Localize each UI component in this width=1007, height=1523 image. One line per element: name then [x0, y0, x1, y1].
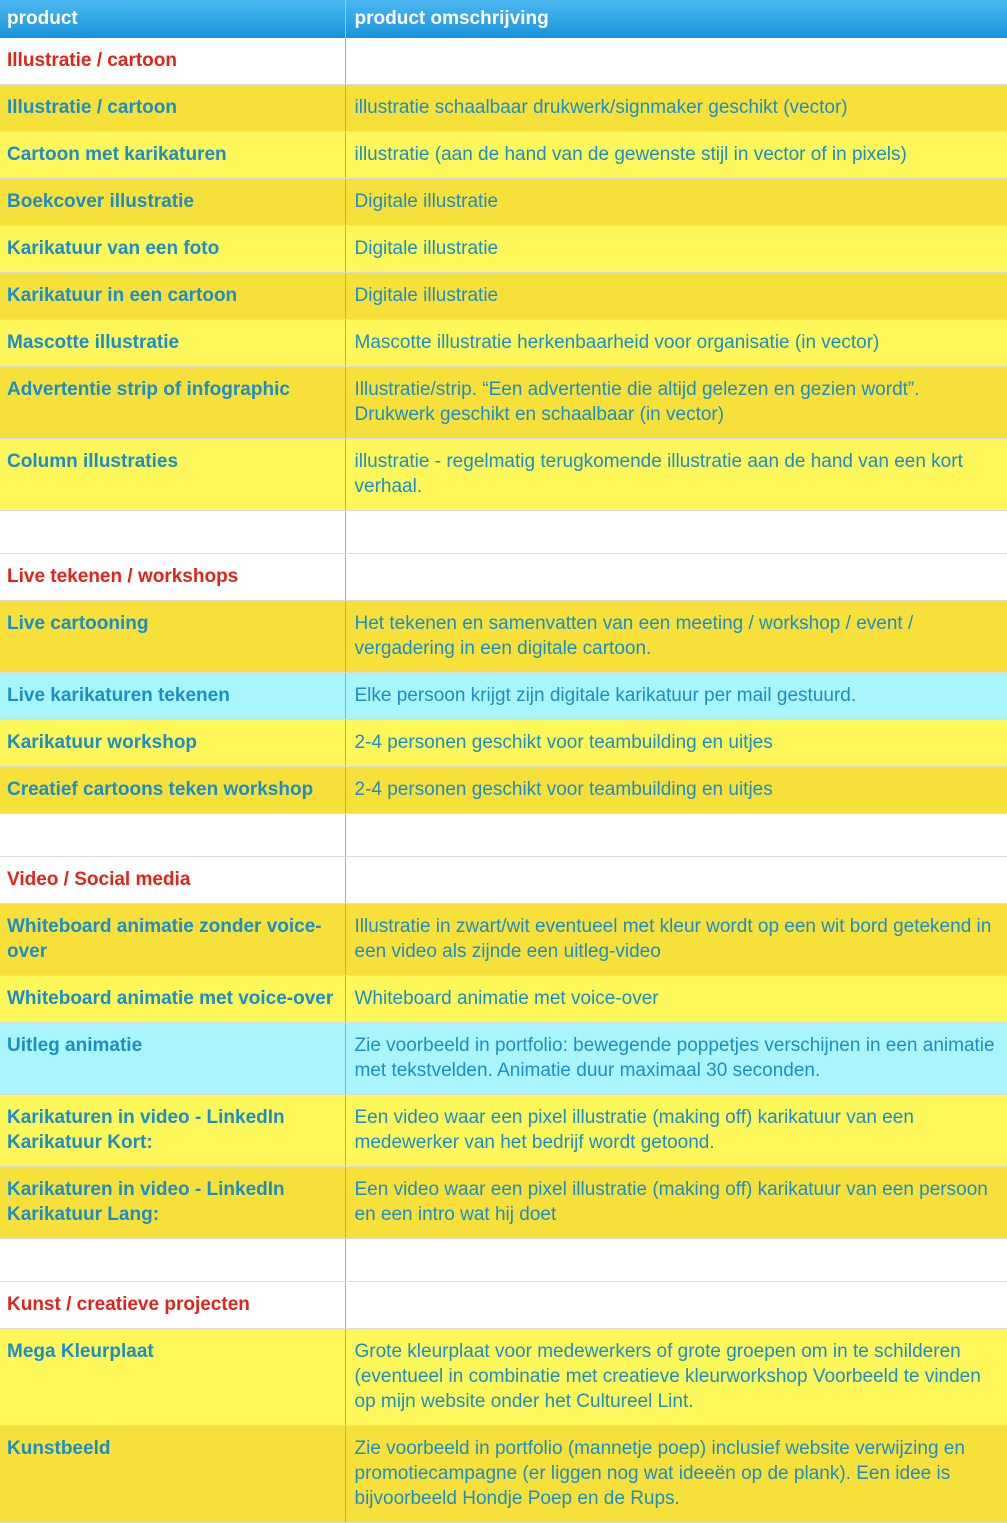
- product-cell: Kunstbeeld: [0, 1426, 345, 1523]
- table-row: [0, 1426, 1007, 1523]
- table-row: [0, 904, 1007, 976]
- table-row: [0, 976, 1007, 1023]
- product-cell: Uitleg animatie: [0, 1023, 345, 1095]
- description-cell: [345, 814, 1007, 857]
- product-cell: Column illustraties: [0, 439, 345, 511]
- table-row: [0, 601, 1007, 673]
- description-cell: Mascotte illustratie herkenbaarheid voor organisatie (in vector): [345, 320, 1007, 367]
- table-row: [0, 273, 1007, 320]
- table-row: [0, 720, 1007, 767]
- product-cell: Creatief cartoons teken workshop: [0, 767, 345, 814]
- description-cell: Illustratie in zwart/wit eventueel met kleur wordt op een wit bord getekend in een video als zijnde een uitleg-video: [345, 904, 1007, 976]
- header-description: product omschrijving: [345, 0, 1007, 38]
- table-row: [0, 1095, 1007, 1167]
- product-cell: [0, 511, 345, 554]
- description-cell: 2-4 personen geschikt voor teambuilding en uitjes: [345, 720, 1007, 767]
- product-cell: Mega Kleurplaat: [0, 1329, 345, 1426]
- description-cell: Zie voorbeeld in portfolio (mannetje poep) inclusief website verwijzing en promotiecampagne (er liggen nog wat ideeën op de plank). Een idee is bijvoorbeeld Hondje Poep en de Rups.: [345, 1426, 1007, 1523]
- description-cell: Het tekenen en samenvatten van een meeting / workshop / event / vergadering in een digitale cartoon.: [345, 601, 1007, 673]
- description-cell: [345, 857, 1007, 904]
- description-cell: Illustratie/strip. “Een advertentie die altijd gelezen en gezien wordt”. Drukwerk geschikt en schaalbaar (in vector): [345, 367, 1007, 439]
- section-title: Kunst / creatieve projecten: [0, 1282, 345, 1329]
- section-row: [0, 1282, 1007, 1329]
- table-row: [0, 320, 1007, 367]
- product-cell: Illustratie / cartoon: [0, 85, 345, 132]
- product-cell: Cartoon met karikaturen: [0, 132, 345, 179]
- section-row: [0, 857, 1007, 904]
- table-row: [0, 367, 1007, 439]
- description-cell: Grote kleurplaat voor medewerkers of grote groepen om in te schilderen (eventueel in combinatie met creatieve kleurworkshop Voorbeeld te vinden op mijn website onder het Cultureel Lint.: [345, 1329, 1007, 1426]
- table-row: [0, 439, 1007, 511]
- description-cell: Digitale illustratie: [345, 226, 1007, 273]
- product-cell: Karikatuur van een foto: [0, 226, 345, 273]
- product-cell: Boekcover illustratie: [0, 179, 345, 226]
- section-title: Live tekenen / workshops: [0, 554, 345, 601]
- product-cell: Karikaturen in video - LinkedIn Karikatuur Kort:: [0, 1095, 345, 1167]
- product-cell: Whiteboard animatie met voice-over: [0, 976, 345, 1023]
- description-cell: [345, 1239, 1007, 1282]
- table-row: [0, 1329, 1007, 1426]
- table-row: [0, 85, 1007, 132]
- description-cell: [345, 38, 1007, 85]
- header-row: [0, 0, 1007, 38]
- product-cell: Live karikaturen tekenen: [0, 673, 345, 720]
- product-cell: Live cartooning: [0, 601, 345, 673]
- table-row: [0, 179, 1007, 226]
- description-cell: Digitale illustratie: [345, 273, 1007, 320]
- table-row: [0, 1023, 1007, 1095]
- description-cell: Elke persoon krijgt zijn digitale karikatuur per mail gestuurd.: [345, 673, 1007, 720]
- product-cell: Mascotte illustratie: [0, 320, 345, 367]
- spacer-row: [0, 1239, 1007, 1282]
- description-cell: [345, 1282, 1007, 1329]
- description-cell: 2-4 personen geschikt voor teambuilding en uitjes: [345, 767, 1007, 814]
- table-row: [0, 132, 1007, 179]
- description-cell: Digitale illustratie: [345, 179, 1007, 226]
- table-row: [0, 673, 1007, 720]
- product-cell: Advertentie strip of infographic: [0, 367, 345, 439]
- section-title: Video / Social media: [0, 857, 345, 904]
- description-cell: [345, 554, 1007, 601]
- description-cell: Een video waar een pixel illustratie (making off) karikatuur van een persoon en een intro wat hij doet: [345, 1167, 1007, 1239]
- product-cell: Karikatuur workshop: [0, 720, 345, 767]
- description-cell: illustratie (aan de hand van de gewenste stijl in vector of in pixels): [345, 132, 1007, 179]
- product-cell: Karikaturen in video - LinkedIn Karikatuur Lang:: [0, 1167, 345, 1239]
- section-title: Illustratie / cartoon: [0, 38, 345, 85]
- table-row: [0, 767, 1007, 814]
- product-cell: [0, 1239, 345, 1282]
- description-cell: Een video waar een pixel illustratie (making off) karikatuur van een medewerker van het bedrijf wordt getoond.: [345, 1095, 1007, 1167]
- table-row: [0, 1167, 1007, 1239]
- header-product: product: [0, 0, 345, 38]
- table-row: [0, 226, 1007, 273]
- description-cell: illustratie - regelmatig terugkomende illustratie aan de hand van een kort verhaal.: [345, 439, 1007, 511]
- section-row: [0, 554, 1007, 601]
- table-body: [0, 38, 1007, 1523]
- description-cell: illustratie schaalbaar drukwerk/signmaker geschikt (vector): [345, 85, 1007, 132]
- spacer-row: [0, 814, 1007, 857]
- description-cell: [345, 511, 1007, 554]
- product-cell: Karikatuur in een cartoon: [0, 273, 345, 320]
- description-cell: Zie voorbeeld in portfolio: bewegende poppetjes verschijnen in een animatie met tekstvelden. Animatie duur maximaal 30 seconden.: [345, 1023, 1007, 1095]
- section-row: [0, 38, 1007, 85]
- spacer-row: [0, 511, 1007, 554]
- product-cell: [0, 814, 345, 857]
- description-cell: Whiteboard animatie met voice-over: [345, 976, 1007, 1023]
- product-cell: Whiteboard animatie zonder voice-over: [0, 904, 345, 976]
